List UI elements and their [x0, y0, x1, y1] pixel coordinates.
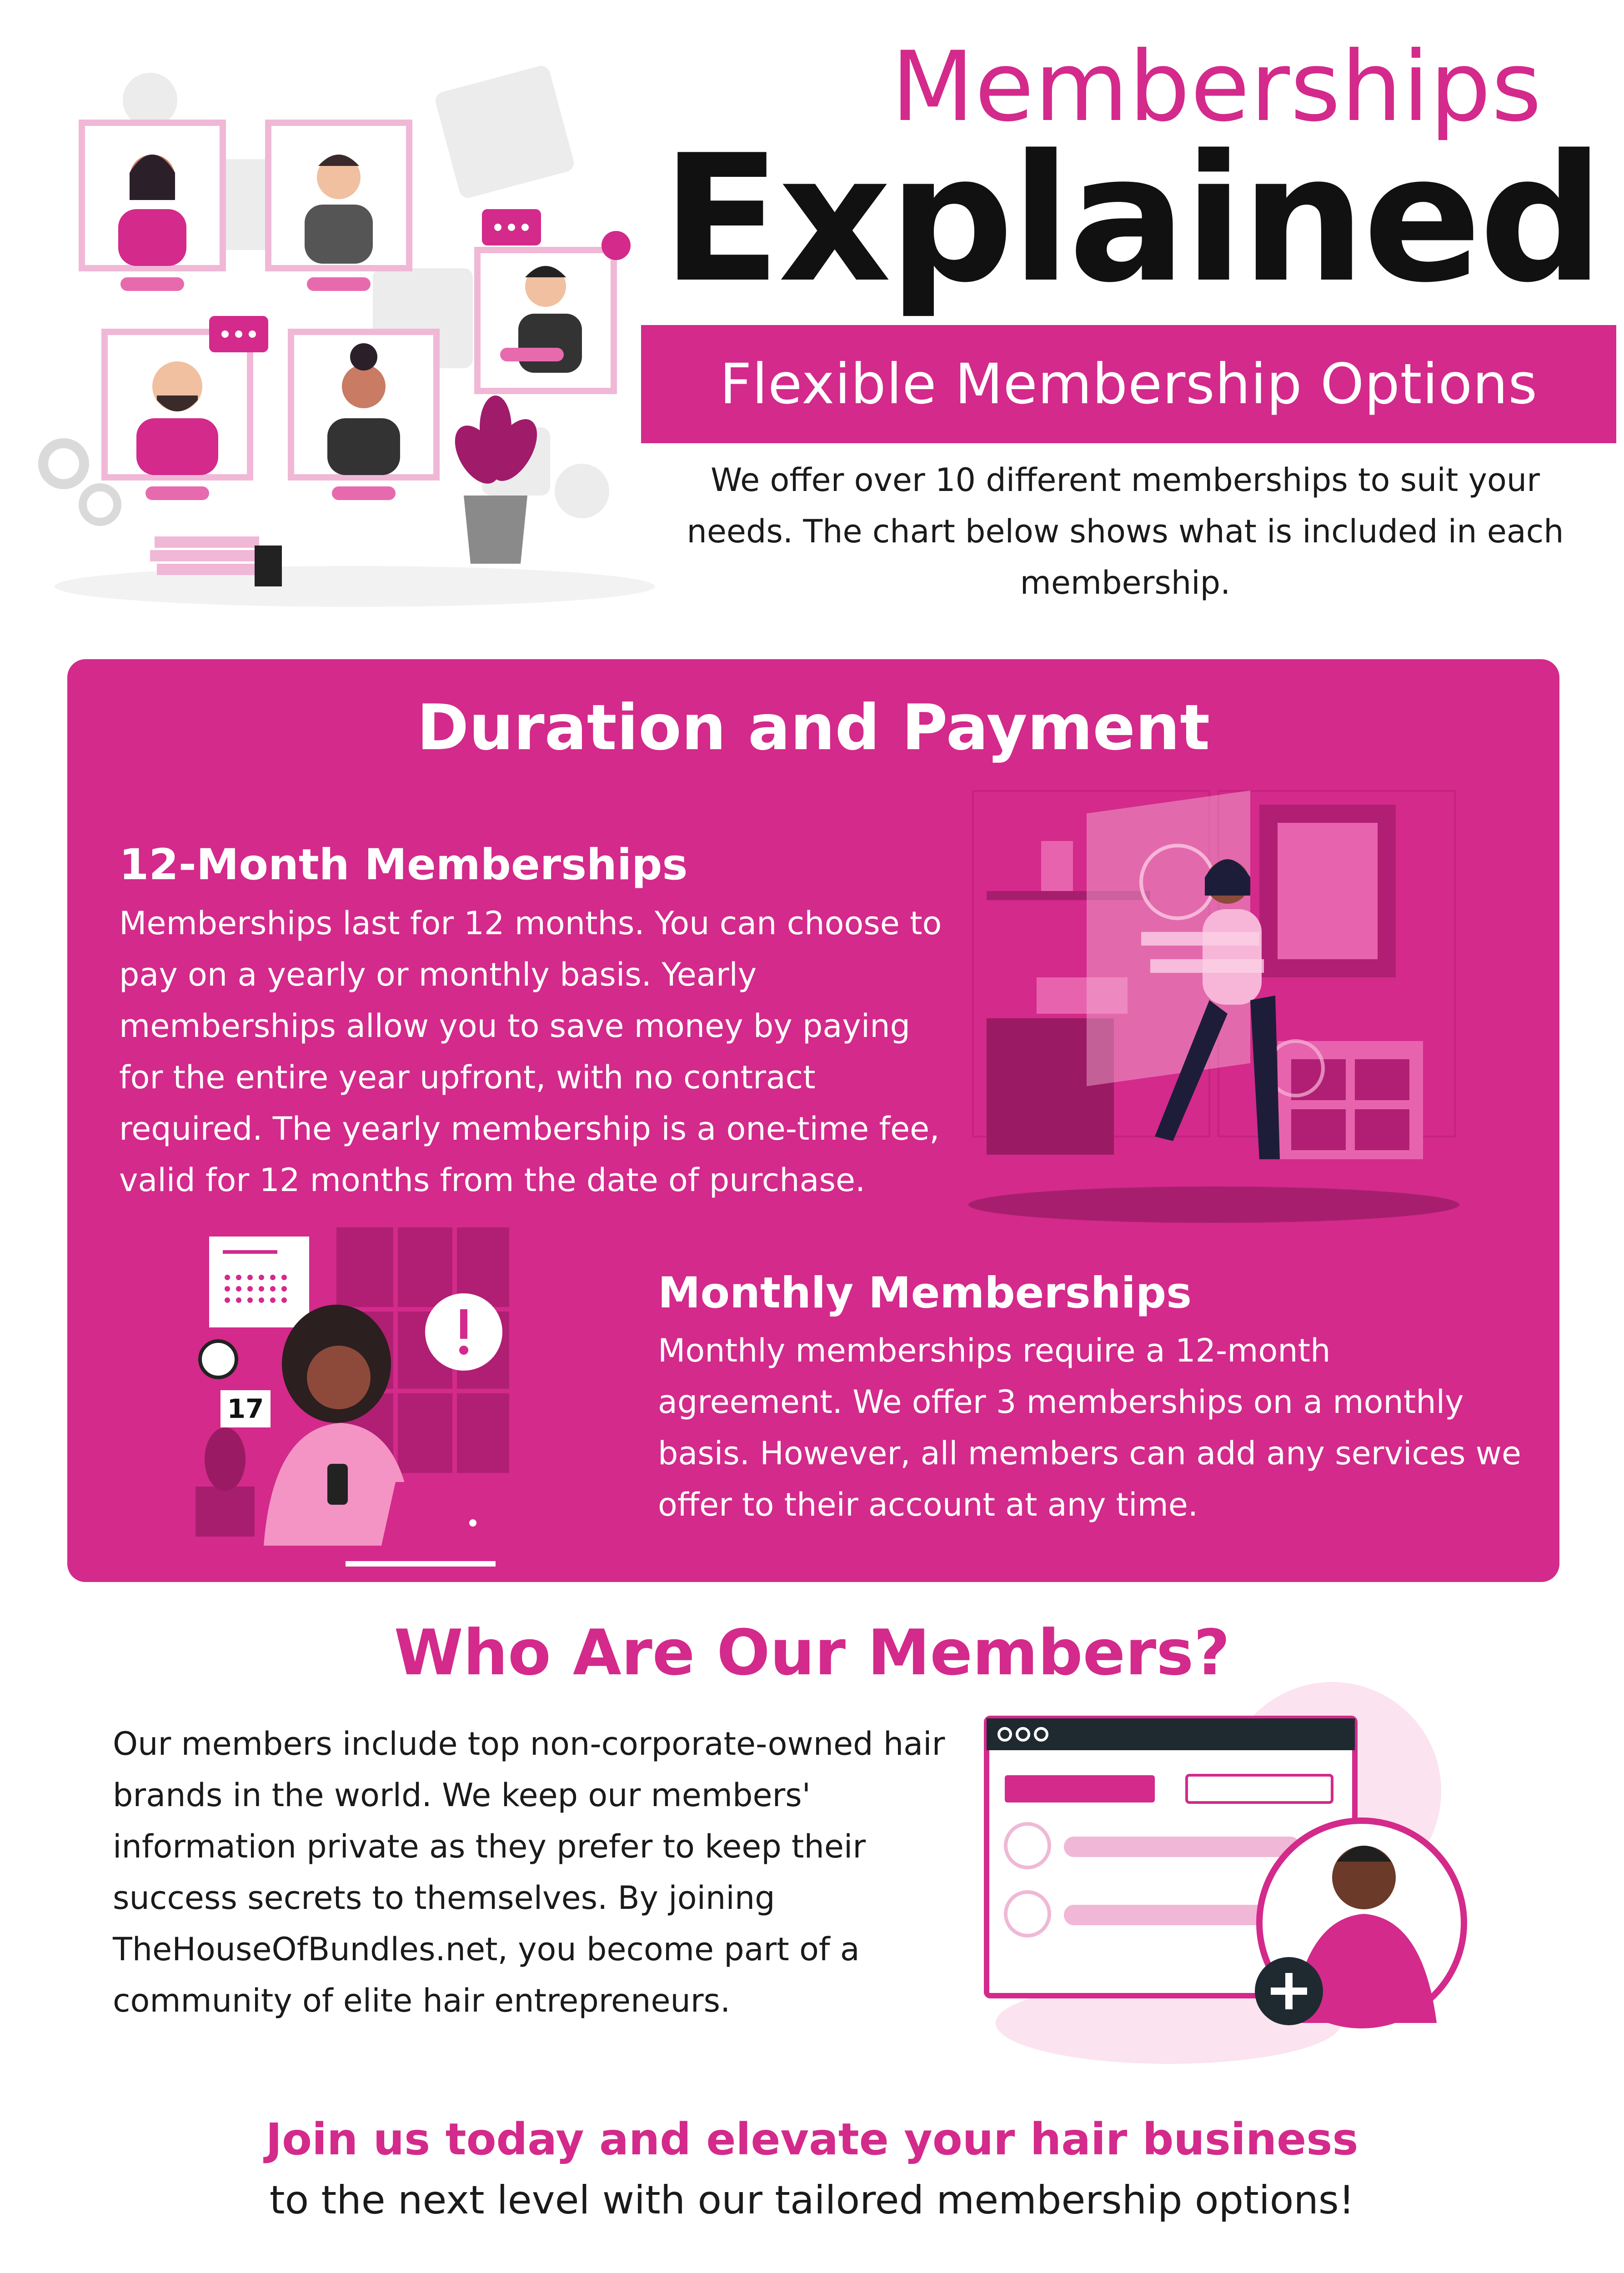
- intro-paragraph: We offer over 10 different memberships to suit your needs. The chart below shows what is included in each membership.: [687, 461, 1564, 601]
- member-profile-illustration: [977, 1677, 1478, 2068]
- title-explained: Explained: [662, 117, 1602, 321]
- woman-hologram-illustration: [923, 786, 1514, 1223]
- calendar-day-card: [221, 1382, 271, 1427]
- duration-title: Duration and Payment: [416, 691, 1210, 764]
- twelve-month-heading: 12-Month Memberships: [119, 840, 688, 890]
- cta-headline: Join us today and elevate your hair business: [266, 2114, 1358, 2165]
- monthly-body: Monthly memberships require a 12-month agreement. We offer 3 memberships on a monthly basis. However, all members can add any services we offer to their account at any time.: [658, 1332, 1521, 1523]
- cta-subline: to the next level with our tailored membership options!: [269, 2178, 1355, 2223]
- subtitle-banner: [641, 325, 1616, 443]
- video-call-illustration: [27, 55, 673, 614]
- title-memberships: Memberships: [891, 30, 1542, 143]
- members-body: Our members include top non-corporate-owned hair brands in the world. We keep our members' information private as they prefer to keep their success secrets to themselves. By joining TheHouseOfBundles.net, you become part of a community of elite hair entrepreneurs.: [113, 1725, 945, 2019]
- monthly-heading: Monthly Memberships: [658, 1268, 1192, 1318]
- members-title: Who Are Our Members?: [394, 1616, 1230, 1689]
- calendar-day: 17: [227, 1393, 264, 1424]
- subtitle-text: Flexible Membership Options: [720, 352, 1538, 416]
- twelve-month-body: Memberships last for 12 months. You can choose to pay on a yearly or monthly basis. Yearly memberships allow you to save money by paying for the entire year upfront, with no contract required. The yearly membership is a one-time fee, valid for 12 months from the date of purchase.: [119, 905, 942, 1199]
